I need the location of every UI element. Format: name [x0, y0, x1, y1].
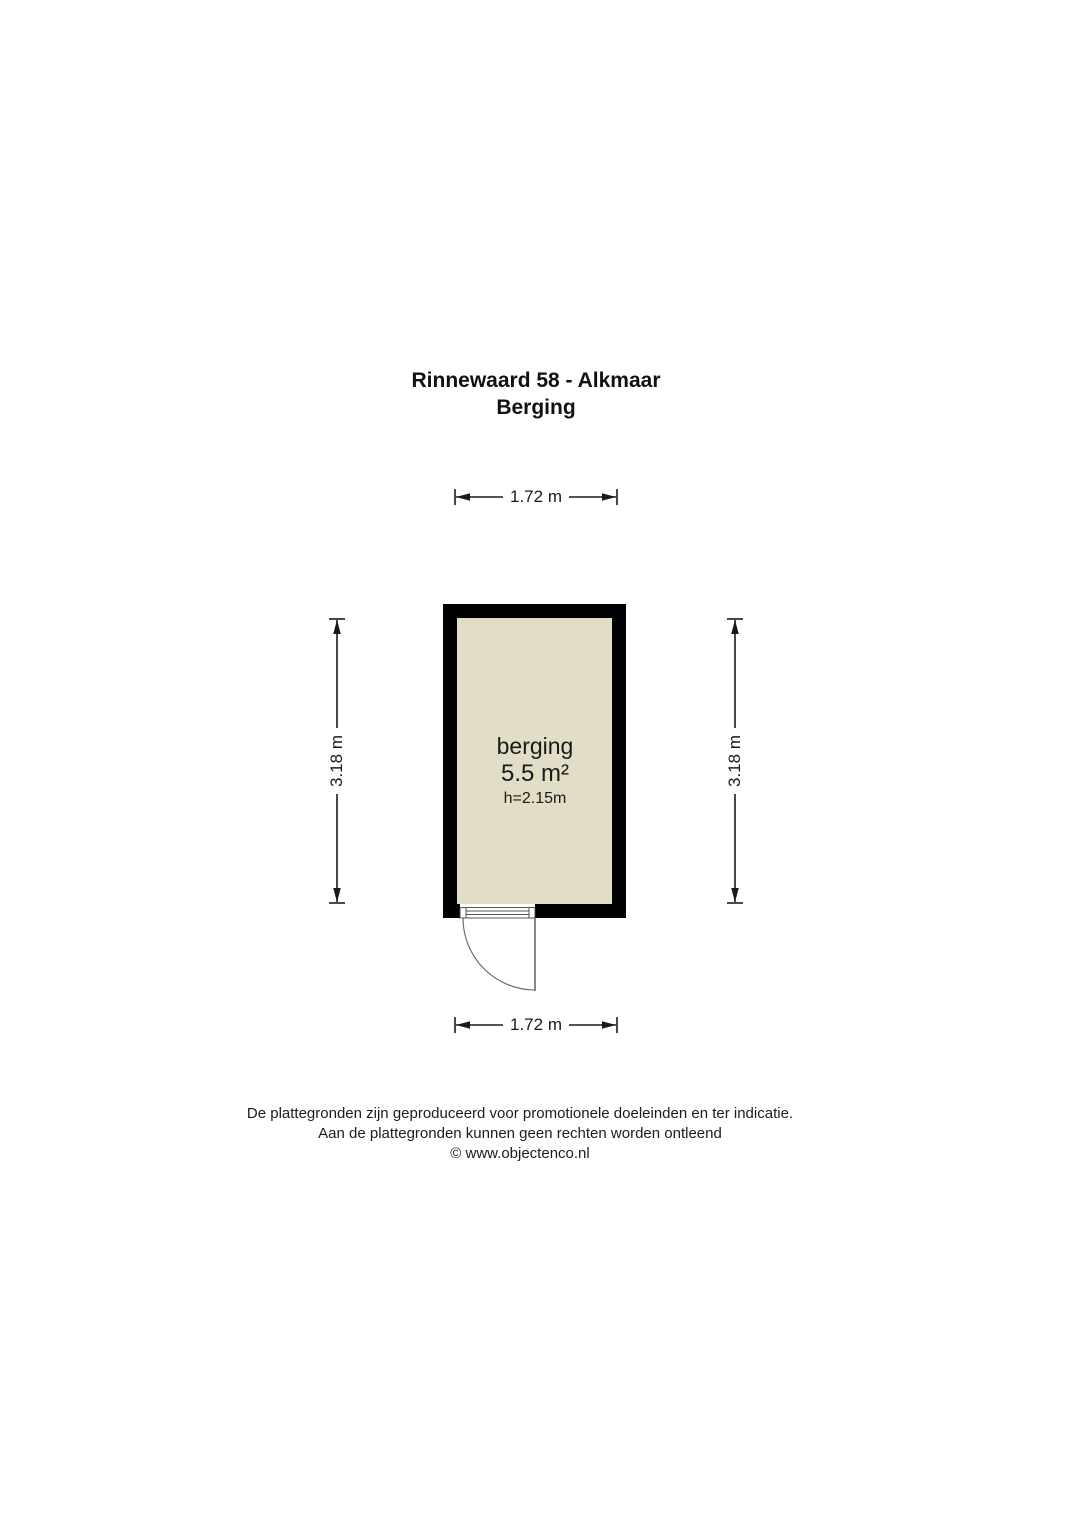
title-subtitle: Berging — [496, 396, 576, 419]
page-title — [0, 367, 1072, 421]
dimension-right-label: 3.18 m — [725, 728, 745, 794]
disclaimer-line-1: De plattegronden zijn geproduceerd voor promotionele doeleinden en ter indicatie. — [246, 1105, 794, 1122]
title-address: Rinnewaard 58 - Alkmaar — [411, 369, 661, 392]
room-height-label: h=2.15m — [503, 790, 567, 807]
dimension-bottom-label: 1.72 m — [503, 1015, 569, 1035]
dimension-left-label: 3.18 m — [327, 728, 347, 794]
room-name-label: berging — [496, 733, 574, 759]
copyright-line: © www.objectenco.nl — [450, 1145, 590, 1162]
room-area-label: 5.5 m² — [500, 760, 569, 787]
dimension-bottom — [454, 1011, 618, 1039]
door-icon — [443, 903, 626, 999]
footer-disclaimer — [0, 1104, 1040, 1164]
dimension-left — [323, 618, 351, 904]
room-labels — [435, 733, 635, 810]
dimension-right — [721, 618, 749, 904]
dimension-top — [454, 483, 618, 511]
disclaimer-line-2: Aan de plattegronden kunnen geen rechten worden ontleend — [318, 1125, 722, 1142]
dimension-top-label: 1.72 m — [503, 487, 569, 507]
